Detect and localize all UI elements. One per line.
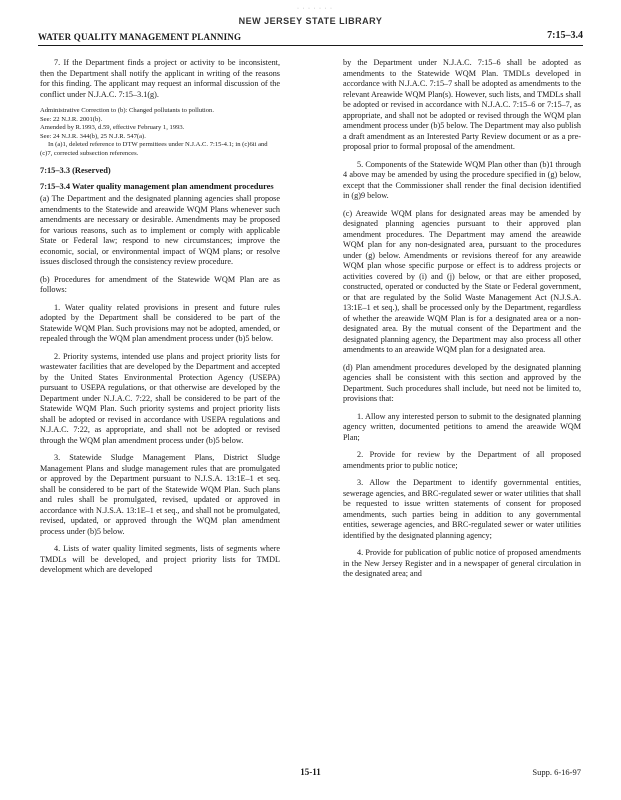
- history-note: See: 24 N.J.R. 344(b), 25 N.J.R. 547(a).: [40, 132, 146, 140]
- library-stamp: NEW JERSEY STATE LIBRARY: [238, 16, 383, 26]
- left-column: [40, 58, 280, 583]
- running-head-title: WATER QUALITY MANAGEMENT PLANNING: [38, 32, 242, 42]
- history-note: Administrative Correction to (b): Changed pollutants to pollution.: [40, 107, 214, 114]
- paragraph-b4: 4. Lists of water quality limited segments, lists of segments where TMDLs will be developed, and project priority lists for TMDL development which are developed: [40, 544, 280, 574]
- history-note: In (a)1, deleted reference to DTW permittees under N.J.A.C. 7:15-4.1; in (c)6ii and (c)7, corrected subsection references.: [40, 141, 268, 157]
- paragraph-d4: 4. Provide for publication of public notice of proposed amendments in the New Jersey Register and in a newspaper of general circulation in the designated area; and: [343, 548, 581, 578]
- paragraph-b1: 1. Water quality related provisions in present and future rules adopted by the Department shall be considered to be part of the Statewide WQM Plan. Such provisions may not be adopted, amended, or repealed through the WQM plan amendment process under (b)5 below.: [40, 302, 280, 343]
- right-column: [343, 58, 581, 587]
- paragraph-a: (a) The Department and the designated planning agencies shall propose amendments to the Statewide and areawide WQM Plans whenever such amendments are necessary or desirable. Amendments may be proposed for various reasons, such as to implement or comply with applicable State or Federal law; respond to new circumstances; improve the economic, social, or environmental impact of WQM plans; or resolve issues disclosed through the consistency review procedure.: [40, 194, 280, 266]
- paragraph-d3: 3. Allow the Department to identify governmental entities, sewerage agencies, and BRC-regulated sewer or water utilities that shall be requested to issue written statements of consent for proposed amendments, such parties being in addition to any governmental entities, sewerage agencies, and BRC-regulated sewer or water utilities identified by the designated planning agency;: [343, 478, 581, 540]
- supplement-date: Supp. 6-16-97: [532, 767, 581, 777]
- paragraph-b7: 7. If the Department finds a project or activity to be inconsistent, then the Department shall notify the applicant in writing of the reasons for this finding. The applicant may request an informal discussion of the conflict under N.J.A.C. 7:15–3.1(g).: [40, 58, 280, 99]
- page-number: 15-11: [300, 767, 321, 777]
- paragraph-d1: 1. Allow any interested person to submit to the designated planning agency written, documented petitions to amend the areawide WQM Plan;: [343, 411, 581, 442]
- paragraph-b4-continued: by the Department under N.J.A.C. 7:15–6 shall be adopted as amendments to the Statewide WQM Plan. TMDLs developed in accordance with N.J.A.C. 7:15–7 shall be adopted as amendments to the relevant Areawide WQM Plan(s). However, such lists, and TMDLs shall be adopted or revised in accordance with N.J.A.C. 7:15–6 or 7:15–7, as appropriate, and shall not be adopted or revised through the WQM plan amendment process under (b)5 below. The Department may also publish a draft amendment as an Interested Party Review document or as a pre-proposal prior to formal proposal of the amendment.: [343, 58, 581, 151]
- history-notes: [40, 107, 280, 158]
- running-head-section: 7:15–3.4: [547, 30, 583, 41]
- paragraph-c: (c) Areawide WQM plans for designated areas may be amended by designated planning agencies pursuant to their approved plan amendment procedures. The Department may amend the areawide WQM plan for any non-designated area, pursuant to the procedures under (g) below. Amendments or revisions thereof for any areawide WQM plan whose specific purpose or effect is to address projects or activities covered by (i) and (j) below, or that are either proposed, constructed, operated or conducted by the State or Federal government, or that are regulated by the Solid Waste Management Act (N.J.S.A. 13:1E–1 et seq.), shall be processed only by the Department, regardless of whether the areawide WQM Plan is for a designated area or a non-designated area. By the mutual consent of the Department and the designated planning agency, the Department may also process all other amendments to an areawide WQM plan for a designated area.: [343, 208, 581, 354]
- section-heading-3-3: 7:15–3.3 (Reserved): [40, 166, 111, 175]
- paragraph-d: (d) Plan amendment procedures developed by the designated planning agencies shall be consistent with this section and approved by the Department. Such procedures shall include, but need not be limited to, provisions that:: [343, 362, 581, 403]
- paragraph-b2: 2. Priority systems, intended use plans and project priority lists for wastewater facilities that are developed by the Department and accepted by the United States Environmental Protection Agency (USEPA) pursuant to USEPA regulations, or that otherwise are developed by the Department under N.J.A.C. 7:22, shall be considered to be part of the Statewide WQM Plan. Such priority systems and project priority lists shall be adopted or revised in accordance with USEPA regulations and N.J.A.C. 7:22, as appropriate, and shall not be adopted or revised through the WQM plan amendment process under (b)5 below.: [40, 351, 280, 445]
- history-note: See: 22 N.J.R. 2001(b).: [40, 115, 103, 123]
- running-head: [38, 30, 583, 46]
- paragraph-b5: 5. Components of the Statewide WQM Plan other than (b)1 through 4 above may be amended by using the procedure specified in (g) below, except that the Commissioner shall render the final decision identified in (g)9 below.: [343, 159, 581, 200]
- paragraph-b3: 3. Statewide Sludge Management Plans, District Sludge Management Plans and sludge management rules that are promulgated or approved by the Department pursuant to N.J.S.A. 13:1E–1 et seq. shall be considered to be part of the Statewide WQM Plan. Such plans and rules shall be promulgated, revised, updated or approved in accordance with N.J.S.A. 13:1E–1 et seq., and shall not be promulgated, revised, updated, or approved through the WQM plan amendment process under (b)5 below.: [40, 453, 280, 536]
- paragraph-d2: 2. Provide for review by the Department of all proposed amendments prior to public notice;: [343, 450, 581, 470]
- history-note: Amended by R.1993, d.59, effective February 1, 1993.: [40, 124, 185, 131]
- section-heading-3-4: 7:15–3.4 Water quality management plan amendment procedures: [40, 181, 274, 191]
- paragraph-b: (b) Procedures for amendment of the Statewide WQM Plan are as follows:: [40, 274, 280, 294]
- stamp-dots: · · · · · · ·: [297, 6, 333, 12]
